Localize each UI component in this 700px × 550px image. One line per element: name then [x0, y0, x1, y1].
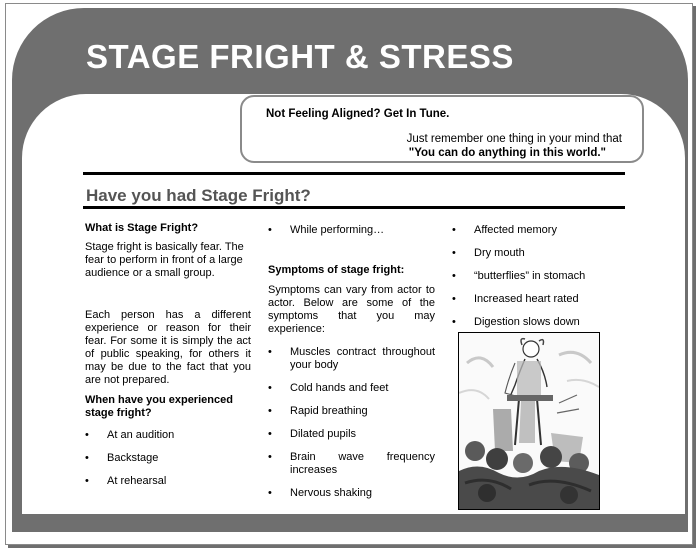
list-item: • Increased heart rated — [452, 293, 602, 306]
continued-list — [268, 224, 435, 237]
top-rule — [83, 172, 625, 175]
column-symptoms — [268, 224, 435, 500]
column-symptoms-cont — [452, 224, 602, 329]
symptoms-heading: Symptoms of stage fright: — [268, 264, 405, 276]
list-item: • Rapid breathing — [268, 405, 435, 418]
list-item: • At an audition — [85, 429, 251, 442]
what-heading: What is Stage Fright? — [85, 222, 199, 234]
list-item: • Brain wave frequency increases — [268, 451, 435, 477]
tagline-box — [240, 95, 644, 163]
symptoms-list-cont — [452, 224, 602, 329]
list-item: • Backstage — [85, 452, 251, 465]
column-what-is — [85, 222, 251, 488]
bottom-rule — [83, 206, 625, 209]
section-heading: Have you had Stage Fright? — [86, 186, 311, 205]
list-item: • Dry mouth — [452, 247, 602, 260]
list-item: • Dilated pupils — [268, 428, 435, 441]
performer-sketch-icon — [459, 333, 599, 509]
tagline-heading: Not Feeling Aligned? Get In Tune. — [266, 108, 450, 120]
list-item: • Digestion slows down — [452, 316, 602, 329]
performer-illustration — [458, 332, 600, 510]
when-heading: When have you experienced stage fright? — [85, 394, 233, 419]
list-item: • While performing… — [268, 224, 435, 237]
list-item: • Muscles contract throughout your body — [268, 346, 435, 372]
tagline-line-2: "You can do anything in this world." — [408, 147, 606, 159]
when-list — [85, 429, 251, 488]
list-item: • At rehearsal — [85, 475, 251, 488]
list-item: • Cold hands and feet — [268, 382, 435, 395]
list-item: • Nervous shaking — [268, 487, 435, 500]
what-text: Stage fright is basically fear. The fear to perform in front of a large audience or a small group. — [85, 241, 244, 279]
symptoms-list — [268, 346, 435, 500]
reason-text: Each person has a different experience or reason for their fear. For some it is simply the act of public speaking, for others it may be due to the fact that you are not prepared. — [85, 309, 251, 386]
symptoms-text: Symptoms can vary from actor to actor. Below are some of the symptoms that you may experience: — [268, 284, 435, 335]
tagline-line-1: Just remember one thing in your mind that — [406, 133, 622, 145]
page-title: STAGE FRIGHT & STRESS — [86, 38, 514, 75]
list-item: • “butterflies” in stomach — [452, 270, 602, 283]
list-item: • Affected memory — [452, 224, 602, 237]
